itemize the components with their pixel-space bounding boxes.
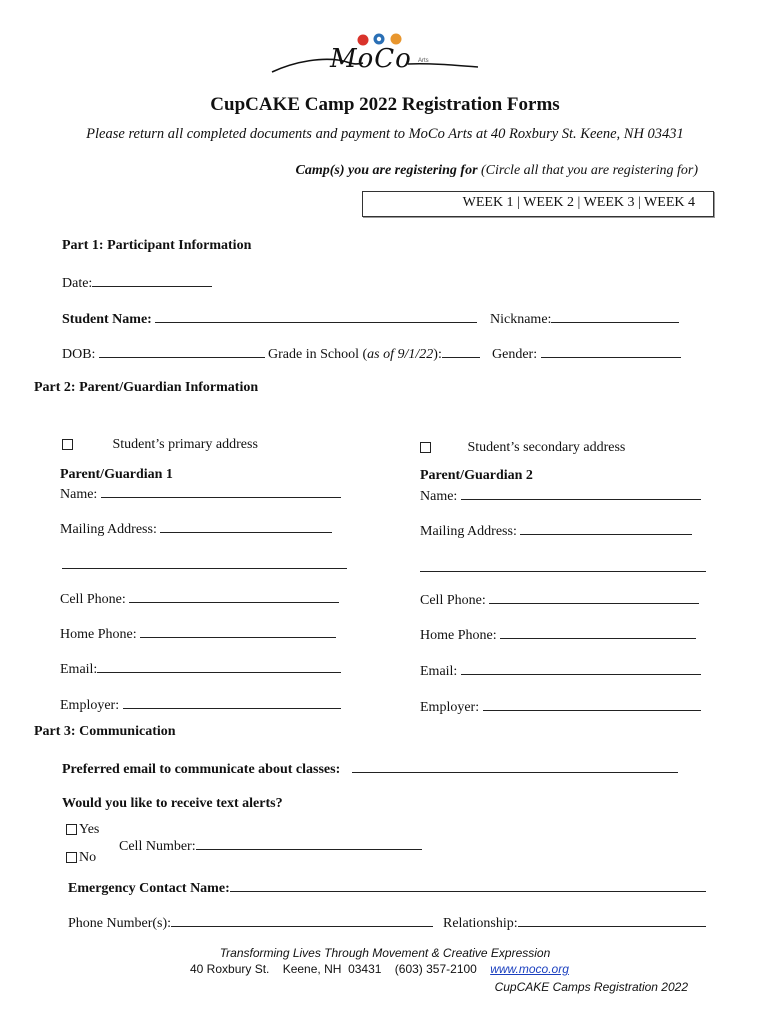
grade-label: Grade in School ( [268, 347, 368, 362]
checkbox-icon[interactable] [420, 442, 431, 453]
nickname-field[interactable] [490, 310, 679, 328]
secondary-address-checkbox[interactable] [420, 440, 625, 456]
cell-number-field[interactable] [119, 837, 422, 855]
checkbox-icon[interactable] [62, 439, 73, 450]
guardian1-employer-label: Employer: [60, 698, 120, 713]
guardian1-mailing-line2[interactable] [62, 556, 347, 569]
nickname-label: Nickname: [490, 312, 552, 327]
guardian2-mailing-line2[interactable] [420, 559, 706, 572]
guardian2-mailing-label: Mailing Address: [420, 524, 517, 539]
guardian2-email-label: Email: [420, 664, 458, 679]
grade-label-end: ): [433, 347, 442, 362]
footer-doc-name: CupCAKE Camps Registration 2022 [494, 980, 688, 994]
preferred-email-label: Preferred email to communicate about classes: [62, 762, 341, 777]
primary-address-checkbox[interactable] [62, 437, 258, 453]
gender-label: Gender: [492, 347, 538, 362]
guardian1-home-label: Home Phone: [60, 627, 137, 642]
guardian2-employer-field[interactable] [420, 698, 701, 716]
guardian1-mailing-label: Mailing Address: [60, 522, 157, 537]
phone-numbers-label: Phone Number(s): [68, 916, 172, 931]
part1-heading: Part 1: Participant Information [62, 238, 252, 253]
part3-heading: Part 3: Communication [34, 724, 176, 739]
guardian1-cell-field[interactable] [60, 590, 339, 608]
emergency-contact-label: Emergency Contact Name: [68, 881, 230, 896]
yes-option[interactable] [66, 822, 99, 838]
guardian1-cell-label: Cell Phone: [60, 592, 126, 607]
relationship-field[interactable] [443, 914, 706, 932]
date-label: Date: [62, 276, 93, 291]
guardian2-home-field[interactable] [420, 626, 696, 644]
dob-label: DOB: [62, 347, 96, 362]
preferred-email-field[interactable] [62, 760, 678, 778]
camps-label-rest: (Circle all that you are registering for) [477, 163, 698, 178]
guardian2-home-label: Home Phone: [420, 628, 497, 643]
secondary-address-label: Student’s secondary address [467, 440, 626, 455]
weeks-box[interactable] [362, 191, 714, 217]
page-title: CupCAKE Camp 2022 Registration Forms [210, 94, 560, 115]
text-alerts-question: Would you like to receive text alerts? [62, 796, 283, 811]
camps-label-bold: Camp(s) you are registering for [295, 163, 478, 178]
guardian2-title: Parent/Guardian 2 [420, 468, 533, 483]
guardian1-email-label: Email: [60, 662, 98, 677]
guardian2-employer-label: Employer: [420, 700, 480, 715]
guardian2-mailing-field[interactable] [420, 522, 692, 540]
footer-address-line [190, 962, 569, 976]
guardian1-employer-field[interactable] [60, 696, 341, 714]
student-name-label: Student Name: [62, 312, 152, 327]
guardian2-email-field[interactable] [420, 662, 701, 680]
logo-sub: Arts [418, 58, 429, 64]
guardian1-name-label: Name: [60, 487, 98, 502]
yes-label: Yes [79, 822, 100, 837]
part2-heading: Part 2: Parent/Guardian Information [34, 380, 259, 395]
student-name-field[interactable] [62, 310, 477, 328]
primary-address-label: Student’s primary address [112, 437, 258, 452]
no-label: No [79, 850, 97, 865]
date-field[interactable] [62, 274, 212, 292]
guardian1-home-field[interactable] [60, 625, 336, 643]
footer-tagline: Transforming Lives Through Movement & Creative Expression [219, 946, 551, 960]
guardian1-mailing-field[interactable] [60, 520, 332, 538]
subtitle: Please return all completed documents and payment to MoCo Arts at 40 Roxbury St. Keene, NH 03431 [86, 126, 684, 142]
cell-number-label: Cell Number: [119, 839, 196, 854]
footer-address: 40 Roxbury St. Keene, NH 03431 (603) 357-2100 [190, 962, 477, 976]
relationship-label: Relationship: [443, 916, 518, 931]
guardian1-name-field[interactable] [60, 485, 341, 503]
guardian2-cell-label: Cell Phone: [420, 593, 486, 608]
grade-field[interactable] [268, 345, 480, 363]
grade-as-of: as of 9/1/22 [367, 347, 434, 362]
camps-label [296, 163, 698, 179]
footer-website-link[interactable]: www.moco.org [490, 962, 569, 976]
gender-field[interactable] [492, 345, 681, 363]
guardian1-email-field[interactable] [60, 660, 341, 678]
yes-checkbox-icon[interactable] [66, 824, 77, 835]
guardian2-cell-field[interactable] [420, 591, 699, 609]
no-checkbox-icon[interactable] [66, 852, 77, 863]
phone-numbers-field[interactable] [68, 914, 433, 932]
dob-field[interactable] [62, 345, 265, 363]
weeks-text: WEEK 1 | WEEK 2 | WEEK 3 | WEEK 4 [462, 195, 695, 210]
guardian2-name-field[interactable] [420, 487, 701, 505]
guardian1-title: Parent/Guardian 1 [60, 467, 173, 482]
moco-logo [268, 30, 488, 80]
emergency-contact-field[interactable] [68, 879, 706, 897]
logo-wordmark: MoCo [330, 44, 412, 74]
no-option[interactable] [66, 850, 96, 866]
guardian2-name-label: Name: [420, 489, 458, 504]
